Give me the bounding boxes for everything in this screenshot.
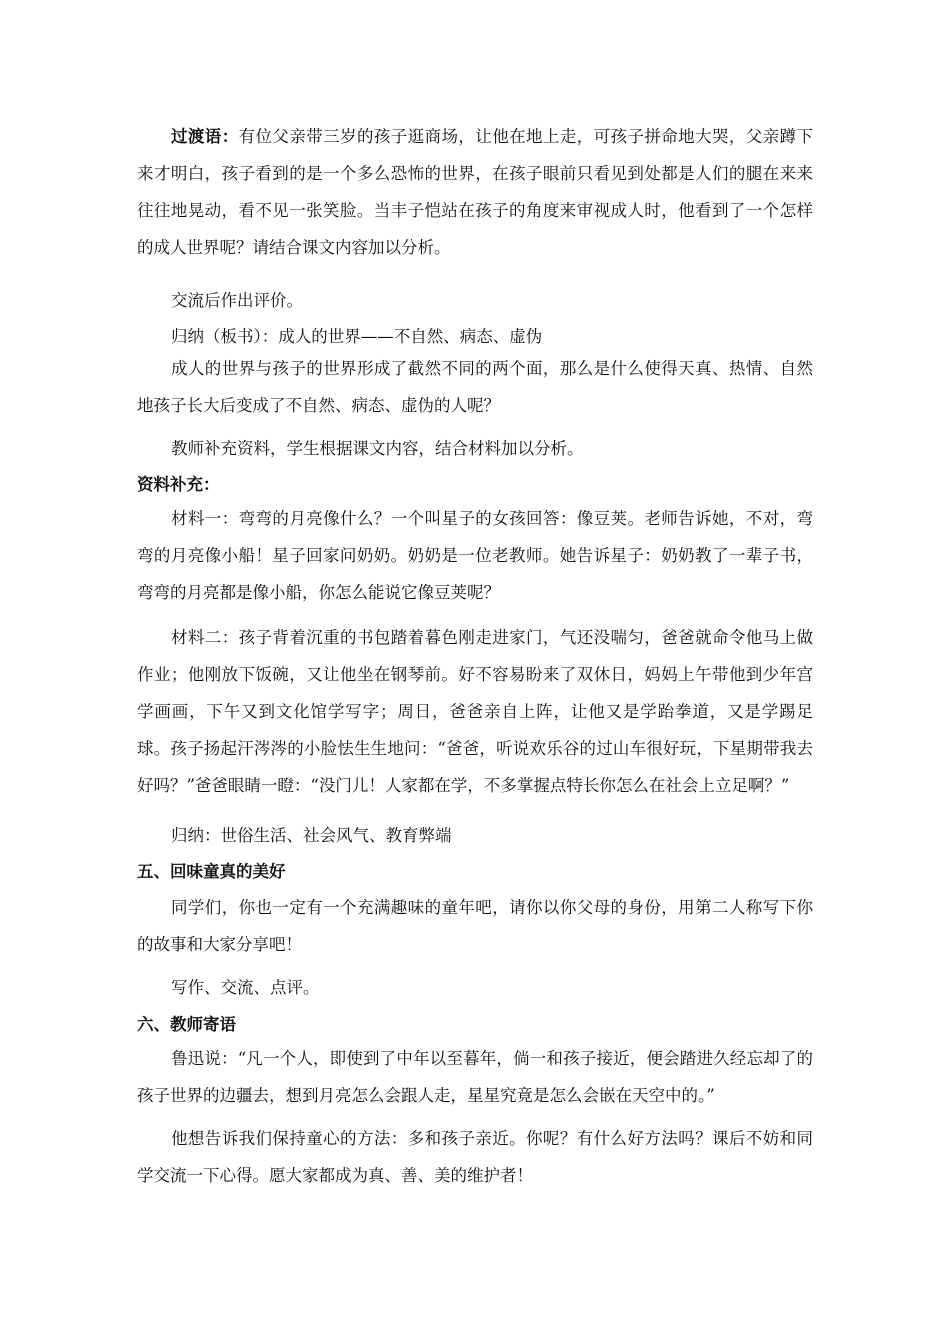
paragraph-teacher-material: 教师补充资料，学生根据课文内容，结合材料加以分析。 [171,439,584,458]
paragraph-contrast: 成人的世界与孩子的世界形成了截然不同的两个面，那么是什么使得天真、热情、自然地孩子长大后变成了不自然、病态、虚伪的人呢？ [137,359,813,415]
paragraph-material-one: 材料一：弯弯的月亮像什么？一个叫星子的女孩回答：像豆荚。老师告诉她，不对，弯弯的月亮像小船！星子回家问奶奶。奶奶是一位老教师。她告诉星子：奶奶教了一辈子书，弯弯的月亮都是像小船，你怎么能说它像豆荚呢？ [137,509,813,602]
paragraph-material-two: 材料二：孩子背着沉重的书包踏着暮色刚走进家门，气还没喘匀，爸爸就命令他马上做作业；他刚放下饭碗，又让他坐在钢琴前。好不容易盼来了双休日，妈妈上午带他到少年宫学画画，下午又到文化馆学写字；周日，爸爸亲自上阵，让他又是学跆拳道，又是学踢足球。孩子扬起汗涔涔的小脸怯生生地问：“爸爸，听说欢乐谷的过山车很好玩，下星期带我去好吗？”爸爸眼睛一瞪：“没门儿！人家都在学，不多掌握点特长你怎么在社会上立足啊？” [137,628,813,795]
transition-text: 有位父亲带三岁的孩子逛商场，让他在地上走，可孩子拼命地大哭，父亲蹲下来才明白，孩子看到的是一个多么恐怖的世界，在孩子眼前只看见到处都是人们的腿在来来往往地晃动，看不见一张笑脸。当丰子恺站在孩子的角度来审视成人时，他看到了一个怎样的成人世界呢？请结合课文内容加以分析。 [137,127,814,257]
heading-material: 资料补充： [137,475,220,494]
paragraph-writing: 写作、交流、点评。 [171,978,320,997]
paragraph-closing: 他想告诉我们保持童心的方法：多和孩子亲近。你呢？有什么好方法吗？课后不妨和同学交流一下心得。愿大家都成为真、善、美的维护者！ [137,1129,813,1185]
paragraph-luxun-quote: 鲁迅说：“凡一个人，即使到了中年以至暮年，倘一和孩子接近，便会踏进久经忘却了的孩子世界的边疆去，想到月亮怎么会跟人走，星星究竟是怎么会嵌在天空中的。” [137,1049,813,1105]
paragraph-evaluation: 交流后作出评价。 [171,291,303,310]
transition-label: 过渡语： [171,127,239,146]
heading-section-five: 五、回味童真的美好 [137,862,286,881]
paragraph-childhood: 同学们，你也一定有一个充满趣味的童年吧，请你以你父母的身份，用第二人称写下你的故事和大家分享吧！ [137,898,813,954]
paragraph-transition [137,118,813,266]
paragraph-summary-blackboard: 归纳（板书）：成人的世界——不自然、病态、虚伪 [171,327,543,346]
paragraph-summary-two: 归纳：世俗生活、社会风气、教育弊端 [171,826,452,845]
heading-section-six: 六、教师寄语 [137,1015,236,1034]
